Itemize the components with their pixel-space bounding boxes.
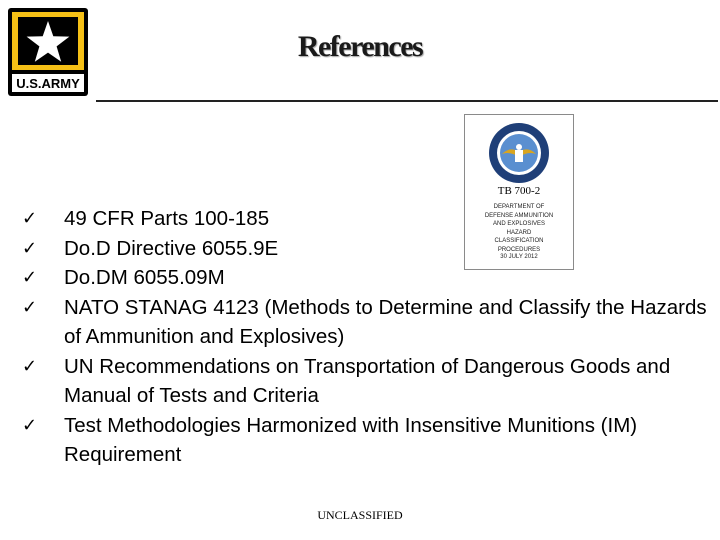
checkmark-icon: ✓ (22, 355, 38, 377)
page-title: References (297, 30, 423, 63)
checkmark-icon: ✓ (22, 237, 38, 259)
checkmark-icon: ✓ (22, 414, 38, 436)
document-id: TB 700-2 (497, 185, 541, 197)
checkmark-icon: ✓ (22, 296, 38, 318)
title-divider (96, 100, 718, 102)
references-list (22, 204, 712, 470)
classification-footer: UNCLASSIFIED (317, 508, 403, 522)
list-item (22, 263, 712, 293)
reference-text: UN Recommendations on Transportation of Dangerous Goods and Manual of Tests and Criteria (64, 354, 671, 407)
document-description: DEPARTMENT OF DEFENSE AMMUNITION AND EXPLOSIVES HAZARD CLASSIFICATION PROCEDURES (484, 204, 554, 253)
list-item (22, 293, 712, 352)
logo-text: U.S.ARMY (16, 76, 80, 91)
checkmark-icon: ✓ (22, 267, 38, 288)
list-item (22, 411, 712, 470)
checkmark-icon: ✓ (22, 208, 38, 229)
dod-seal-icon (488, 122, 550, 184)
reference-text: Do.DM 6055.09M (64, 266, 225, 289)
list-item (22, 234, 712, 264)
reference-text: 49 CFR Parts 100-185 (64, 207, 270, 230)
reference-text: Do.D Directive 6055.9E (64, 236, 279, 260)
list-item (22, 204, 712, 234)
reference-text: NATO STANAG 4123 (Methods to Determine and Classify the Hazards of Ammunition and Explosives) (64, 295, 707, 348)
document-date: 30 JULY 2012 (500, 254, 538, 260)
list-item (22, 352, 712, 411)
reference-text: Test Methodologies Harmonized with Insensitive Munitions (IM) Requirement (64, 413, 638, 466)
